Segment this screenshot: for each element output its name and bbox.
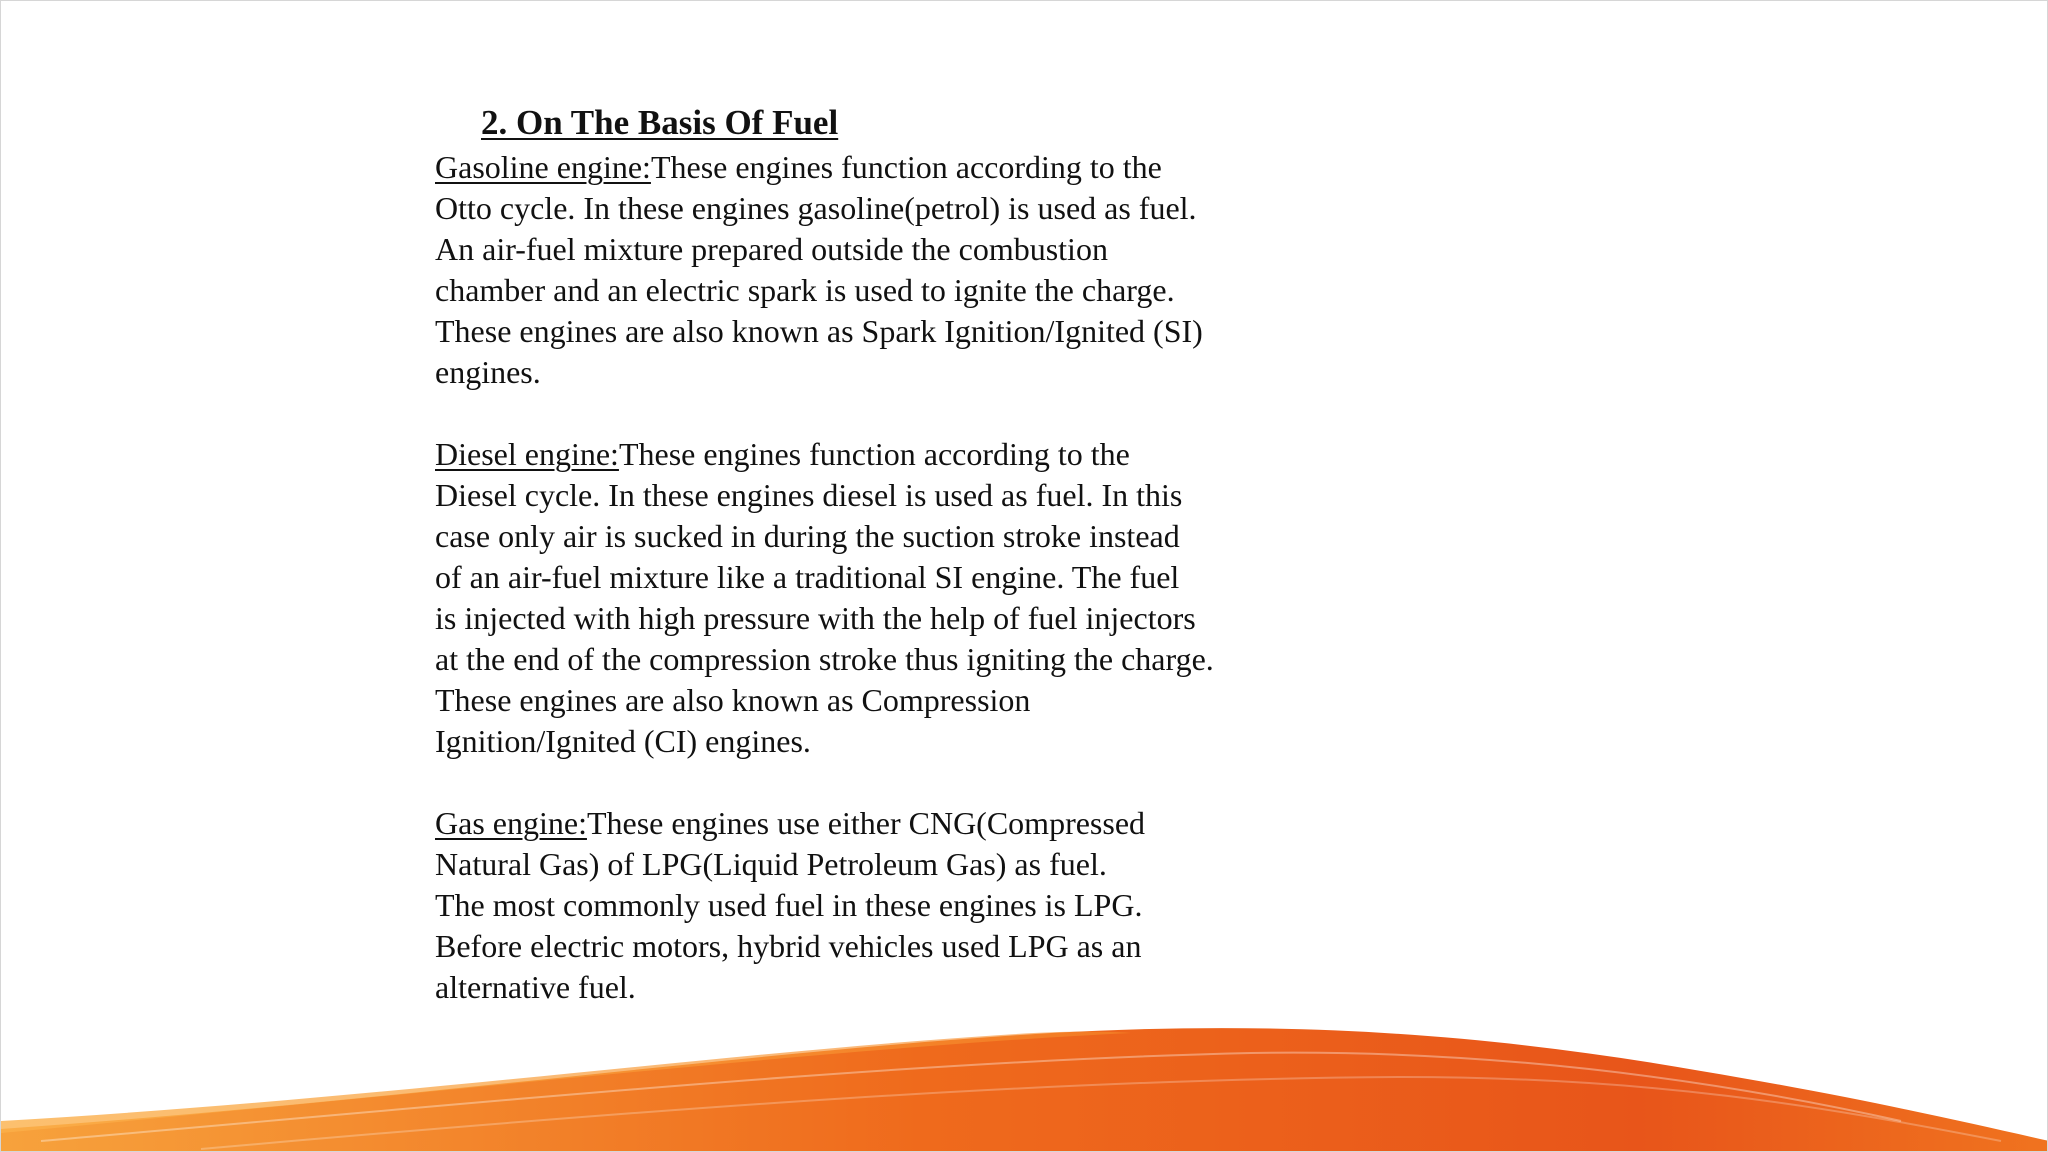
text-line: Otto cycle. In these engines gasoline(petrol) is used as fuel. [435, 190, 1197, 226]
text-line: chamber and an electric spark is used to ignite the charge. [435, 272, 1175, 308]
text-line: alternative fuel. [435, 969, 636, 1005]
diesel-engine-term: Diesel engine: [435, 436, 619, 472]
text-line: The most commonly used fuel in these engines is LPG. [435, 887, 1143, 923]
text-line: These engines are also known as Spark Ignition/Ignited (SI) [435, 313, 1203, 349]
text-line: of an air-fuel mixture like a traditional SI engine. The fuel [435, 559, 1180, 595]
gasoline-engine-term: Gasoline engine: [435, 149, 651, 185]
text-line: These engines function according to the [650, 149, 1162, 185]
text-line: engines. [435, 354, 541, 390]
text-line: Before electric motors, hybrid vehicles used LPG as an [435, 928, 1142, 964]
text-line: case only air is sucked in during the suction stroke instead [435, 518, 1180, 554]
text-line: Ignition/Ignited (CI) engines. [435, 723, 811, 759]
text-line: An air-fuel mixture prepared outside the combustion [435, 231, 1108, 267]
slide-content [435, 99, 1335, 1008]
text-line: at the end of the compression stroke thus igniting the charge. [435, 641, 1214, 677]
gasoline-engine-paragraph [435, 147, 1335, 393]
text-line: Diesel cycle. In these engines diesel is used as fuel. In this [435, 477, 1183, 513]
text-line: is injected with high pressure with the help of fuel injectors [435, 600, 1196, 636]
slide-heading: 2. On The Basis Of Fuel [481, 103, 839, 142]
text-line: These engines use either CNG(Compressed [586, 805, 1146, 841]
orange-wave-decoration [1, 991, 2048, 1151]
text-line: These engines function according to the [618, 436, 1130, 472]
text-line: Natural Gas) of LPG(Liquid Petroleum Gas) as fuel. [435, 846, 1107, 882]
text-line: These engines are also known as Compression [435, 682, 1031, 718]
diesel-engine-paragraph [435, 434, 1335, 762]
gas-engine-term: Gas engine: [435, 805, 587, 841]
gas-engine-paragraph [435, 803, 1335, 1008]
